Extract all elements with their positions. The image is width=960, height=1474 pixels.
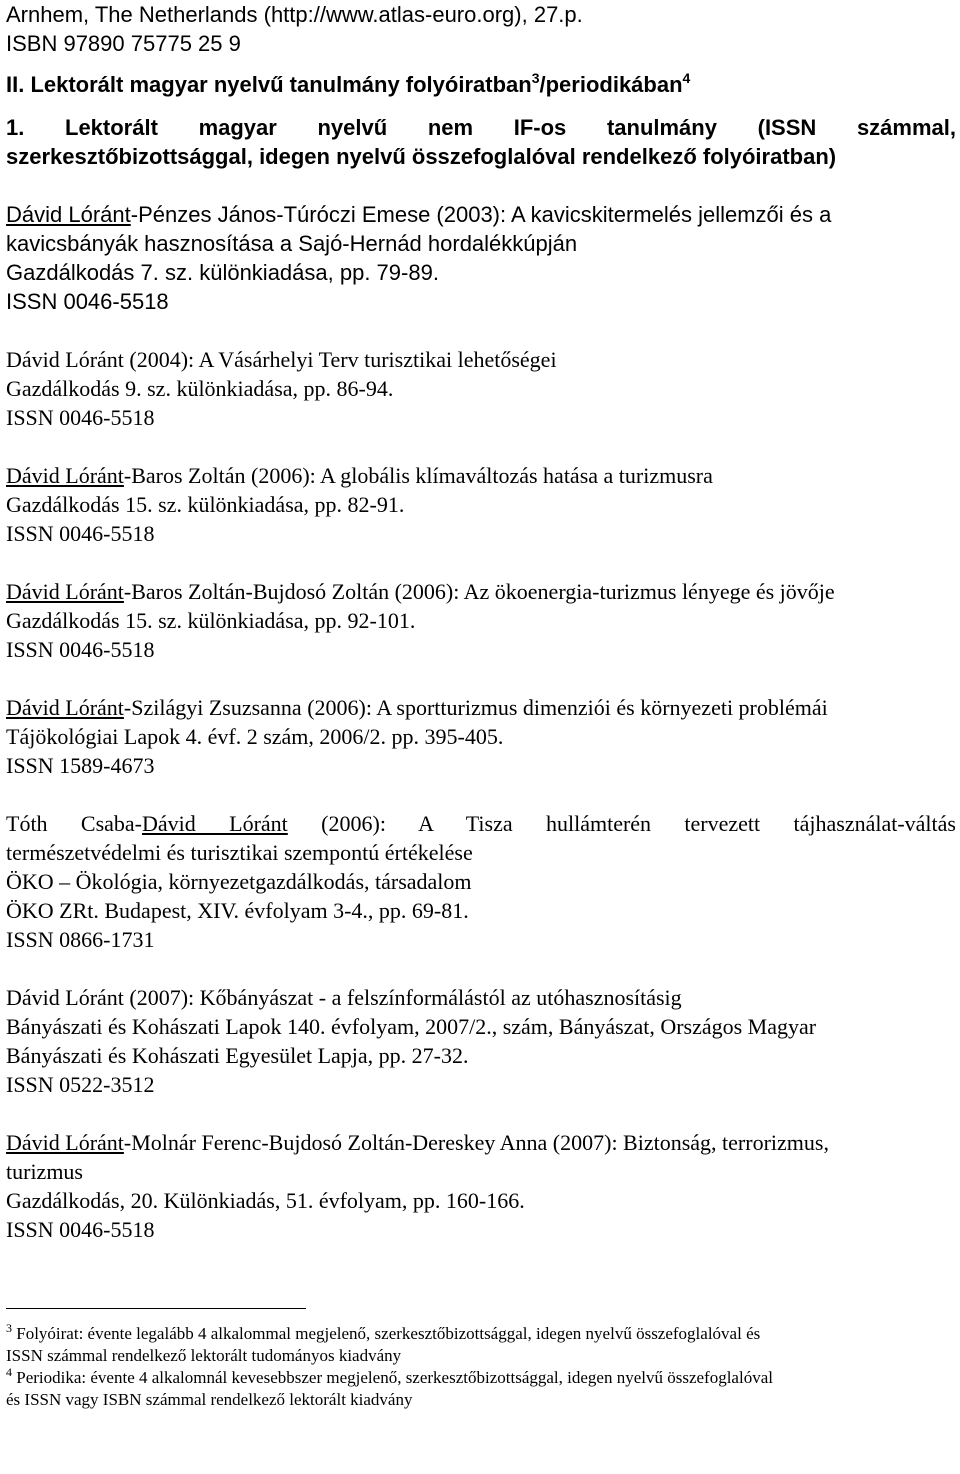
- entry-title: -Szilágyi Zsuzsanna (2006): A sportturizmus dimenziói és környezeti problémái: [123, 695, 828, 720]
- spacer: [6, 1099, 956, 1128]
- entry-journal: Bányászati és Kohászati Lapok 140. évfolyam, 2007/2., szám, Bányászat, Országos Magyar: [6, 1014, 817, 1039]
- author-name: Dávid Lóránt: [6, 579, 124, 604]
- entry-journal-cont: ÖKO ZRt. Budapest, XIV. évfolyam 3-4., pp. 69-81.: [6, 898, 469, 923]
- header-line-1: Arnhem, The Netherlands (http://www.atlas-euro.org), 27.p.: [6, 2, 583, 27]
- entry-issn: ISSN 1589-4673: [6, 753, 155, 778]
- entry-authors-title: [6, 1128, 956, 1157]
- entry-title-cont: kavicsbányák hasznosítása a Sajó-Hernád hordalékkúpján: [6, 231, 578, 256]
- footnote-text-cont: és ISSN vagy ISBN számmal rendelkező lektorált kiadvány: [6, 1390, 413, 1409]
- entry-title-cont: természetvédelmi és turisztikai szempontú értékelése: [6, 840, 473, 865]
- entry-issn: ISSN 0046-5518: [6, 405, 155, 430]
- footnote-ref-3: 3: [531, 70, 540, 86]
- entry-title: -Baros Zoltán-Bujdosó Zoltán (2006): Az ökoenergia-turizmus lényege és jövője: [123, 579, 835, 604]
- author-name: Dávid Lóránt: [6, 202, 131, 227]
- spacer: [6, 548, 956, 577]
- entry-title: (2006): A Tisza hullámterén tervezett tájhasználat-váltás: [287, 811, 956, 836]
- spacer: [6, 432, 956, 461]
- section-title: [6, 70, 956, 99]
- entry-title-cont: turizmus: [6, 1159, 83, 1184]
- footnote-3: [6, 1323, 956, 1367]
- entry-journal: Gazdálkodás 9. sz. különkiadása, pp. 86-94.: [6, 376, 394, 401]
- entry-authors-title: [6, 461, 956, 490]
- footnote-text: Folyóirat: évente legalább 4 alkalommal megjelenő, szerkesztőbizottsággal, idegen nyelvű összefoglalóval és: [12, 1324, 761, 1343]
- entry-journal: Tájökológiai Lapok 4. évf. 2 szám, 2006/2. pp. 395-405.: [6, 724, 504, 749]
- publication-entry-7: [6, 983, 956, 1099]
- entry-authors-title: Dávid Lóránt (2004): A Vásárhelyi Terv turisztikai lehetőségei: [6, 347, 557, 372]
- publication-entry-1: [6, 200, 956, 316]
- entry-title: -Molnár Ferenc-Bujdosó Zoltán-Dereskey Anna (2007): Biztonság, terrorizmus,: [123, 1130, 829, 1155]
- header-block: [6, 0, 956, 58]
- entry-journal: ÖKO – Ökológia, környezetgazdálkodás, társadalom: [6, 869, 472, 894]
- entry-journal: Gazdálkodás 15. sz. különkiadása, pp. 82-91.: [6, 492, 405, 517]
- spacer: [6, 954, 956, 983]
- entry-coauthor: Tóth Csaba-: [6, 811, 143, 836]
- footnote-divider: [6, 1308, 306, 1309]
- section-title-text: II. Lektorált magyar nyelvű tanulmány folyóiratban: [6, 72, 532, 97]
- entry-authors-title: [6, 809, 956, 838]
- spacer: [6, 171, 956, 200]
- spacer: [6, 780, 956, 809]
- subsection-heading: [6, 113, 956, 171]
- entry-issn: ISSN 0866-1731: [6, 927, 155, 952]
- publication-entry-4: [6, 577, 956, 664]
- spacer: [6, 664, 956, 693]
- publication-entry-6: [6, 809, 956, 954]
- entry-authors-title: [6, 693, 956, 722]
- author-name: Dávid Lóránt: [6, 1130, 124, 1155]
- footnote-number: 4: [6, 1365, 12, 1379]
- subsection-line-2: szerkesztőbizottsággal, idegen nyelvű összefoglalóval rendelkező folyóiratban): [6, 144, 837, 169]
- entry-authors-title: Dávid Lóránt (2007): Kőbányászat - a felszínformálástól az utóhasznosításig: [6, 985, 682, 1010]
- footnote-4: [6, 1367, 956, 1411]
- subsection-line-1: 1. Lektorált magyar nyelvű nem IF-os tanulmány (ISSN számmal,: [6, 115, 956, 140]
- author-name: Dávid Lóránt: [6, 463, 124, 488]
- header-line-2: ISBN 97890 75775 25 9: [6, 31, 241, 56]
- author-name: Dávid Lóránt: [6, 695, 124, 720]
- publication-entry-8: [6, 1128, 956, 1244]
- publication-entry-2: [6, 345, 956, 432]
- author-name: Dávid Lóránt: [142, 811, 288, 836]
- entry-issn: ISSN 0046-5518: [6, 1217, 155, 1242]
- entry-issn: ISSN 0046-5518: [6, 289, 169, 314]
- entry-journal: Gazdálkodás, 20. Különkiadás, 51. évfolyam, pp. 160-166.: [6, 1188, 525, 1213]
- section-title-mid: /periodikában: [539, 72, 683, 97]
- entry-authors-title: [6, 577, 956, 606]
- footnote-text-cont: ISSN számmal rendelkező lektorált tudományos kiadvány: [6, 1346, 402, 1365]
- publication-entry-3: [6, 461, 956, 548]
- document-page: [6, 0, 956, 1411]
- entry-journal-cont: Bányászati és Kohászati Egyesület Lapja, pp. 27-32.: [6, 1043, 469, 1068]
- footnote-ref-4: 4: [682, 70, 691, 86]
- spacer: [6, 316, 956, 345]
- entry-title: -Baros Zoltán (2006): A globális klímaváltozás hatása a turizmusra: [123, 463, 713, 488]
- entry-issn: ISSN 0522-3512: [6, 1072, 155, 1097]
- entry-issn: ISSN 0046-5518: [6, 521, 155, 546]
- publication-entry-5: [6, 693, 956, 780]
- entry-authors-title: [6, 200, 956, 229]
- entry-journal: Gazdálkodás 7. sz. különkiadása, pp. 79-89.: [6, 260, 439, 285]
- entry-title: -Pénzes János-Túróczi Emese (2003): A kavicskitermelés jellemzői és a: [130, 202, 832, 227]
- footnote-number: 3: [6, 1321, 12, 1335]
- footnotes: [6, 1323, 956, 1411]
- footnote-text: Periodika: évente 4 alkalomnál kevesebbszer megjelenő, szerkesztőbizottsággal, idegen nyelvű összefoglalóval: [12, 1368, 773, 1387]
- entry-issn: ISSN 0046-5518: [6, 637, 155, 662]
- entry-journal: Gazdálkodás 15. sz. különkiadása, pp. 92-101.: [6, 608, 416, 633]
